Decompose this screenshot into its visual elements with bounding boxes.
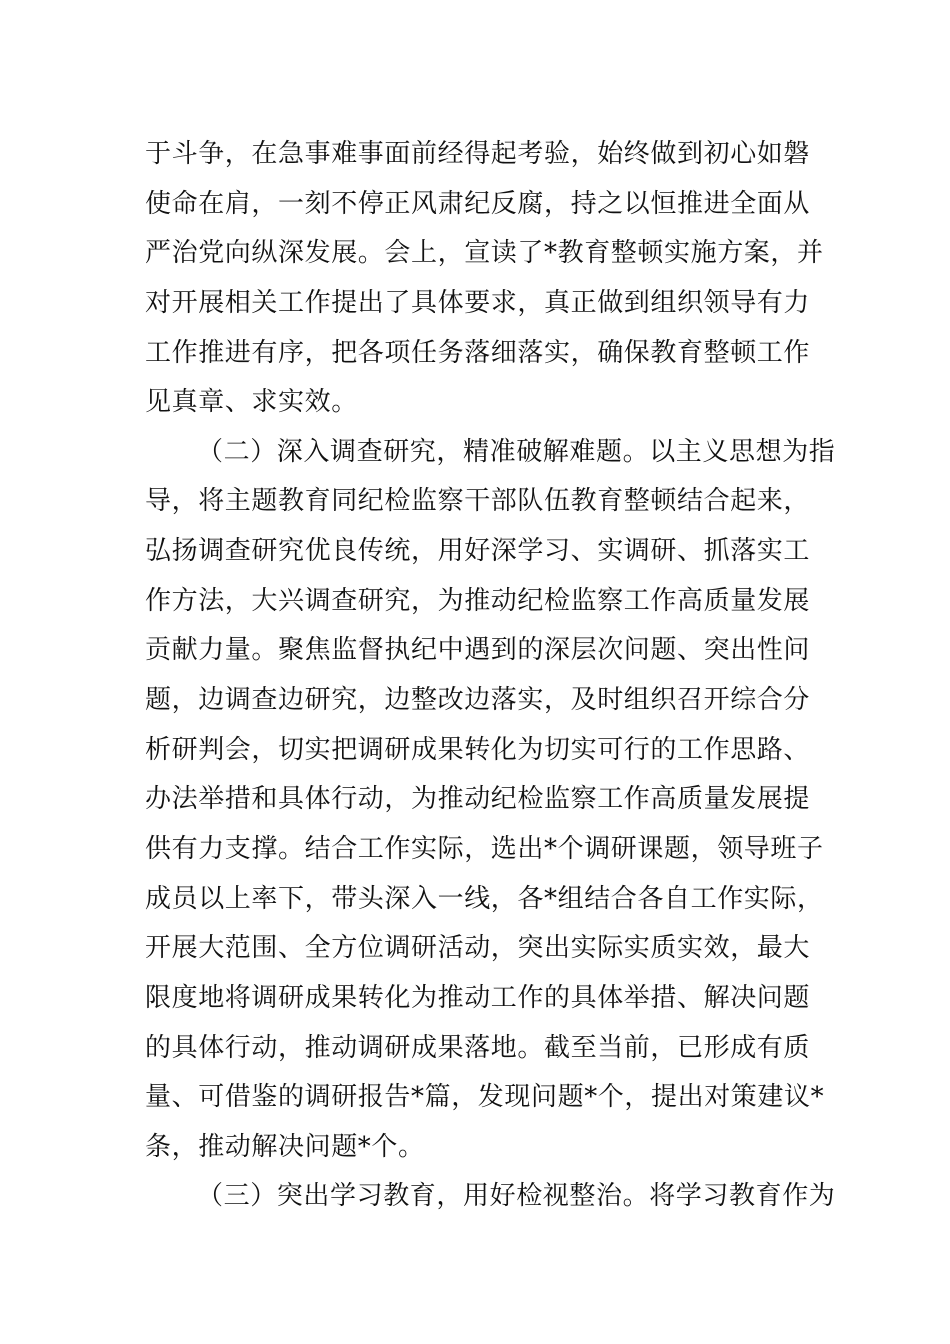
text-line: 成员以上率下，带头深入一线，各*组结合各自工作实际， — [145, 883, 824, 914]
text-line: 题，边调查边研究，边整改边落实，及时组织召开综合分 — [145, 685, 811, 716]
text-line: 的具体行动，推动调研成果落地。截至当前，已形成有质 — [145, 1032, 811, 1063]
section-heading-line: （三）突出学习教育，用好检视整治。将学习教育作为 — [197, 1181, 836, 1212]
text-line: 对开展相关工作提出了具体要求，真正做到组织领导有力 — [145, 287, 811, 318]
body-text — [145, 130, 836, 1222]
text-line: 导，将主题教育同纪检监察干部队伍教育整顿结合起来， — [145, 486, 811, 517]
text-line: 严治党向纵深发展。会上，宣读了*教育整顿实施方案，并 — [145, 238, 824, 269]
text-line: 见真章、求实效。 — [145, 387, 358, 418]
text-line: 供有力支撑。结合工作实际，选出*个调研课题，领导班子 — [145, 833, 824, 864]
text-line: 工作推进有序，把各项任务落细落实，确保教育整顿工作 — [145, 337, 811, 368]
text-line: 开展大范围、全方位调研活动，突出实际实质实效，最大 — [145, 933, 811, 964]
text-line: 作方法，大兴调查研究，为推动纪检监察工作高质量发展 — [145, 585, 811, 616]
text-line: 条，推动解决问题*个。 — [145, 1131, 425, 1162]
text-line: 弘扬调查研究优良传统，用好深学习、实调研、抓落实工 — [145, 536, 811, 567]
text-line: 限度地将调研成果转化为推动工作的具体举措、解决问题 — [145, 982, 811, 1013]
text-line: 量、可借鉴的调研报告*篇，发现问题*个，提出对策建议* — [145, 1082, 825, 1113]
text-line: 办法举措和具体行动，为推动纪检监察工作高质量发展提 — [145, 784, 811, 815]
text-line: 析研判会，切实把调研成果转化为切实可行的工作思路、 — [145, 734, 811, 765]
text-line: 贡献力量。聚焦监督执纪中遇到的深层次问题、突出性问 — [145, 635, 811, 666]
section-heading-line: （二）深入调查研究，精准破解难题。以主义思想为指 — [197, 436, 836, 467]
text-line: 使命在肩，一刻不停正风肃纪反腐，持之以恒推进全面从 — [145, 188, 811, 219]
text-line: 于斗争，在急事难事面前经得起考验，始终做到初心如磐 — [145, 139, 811, 169]
